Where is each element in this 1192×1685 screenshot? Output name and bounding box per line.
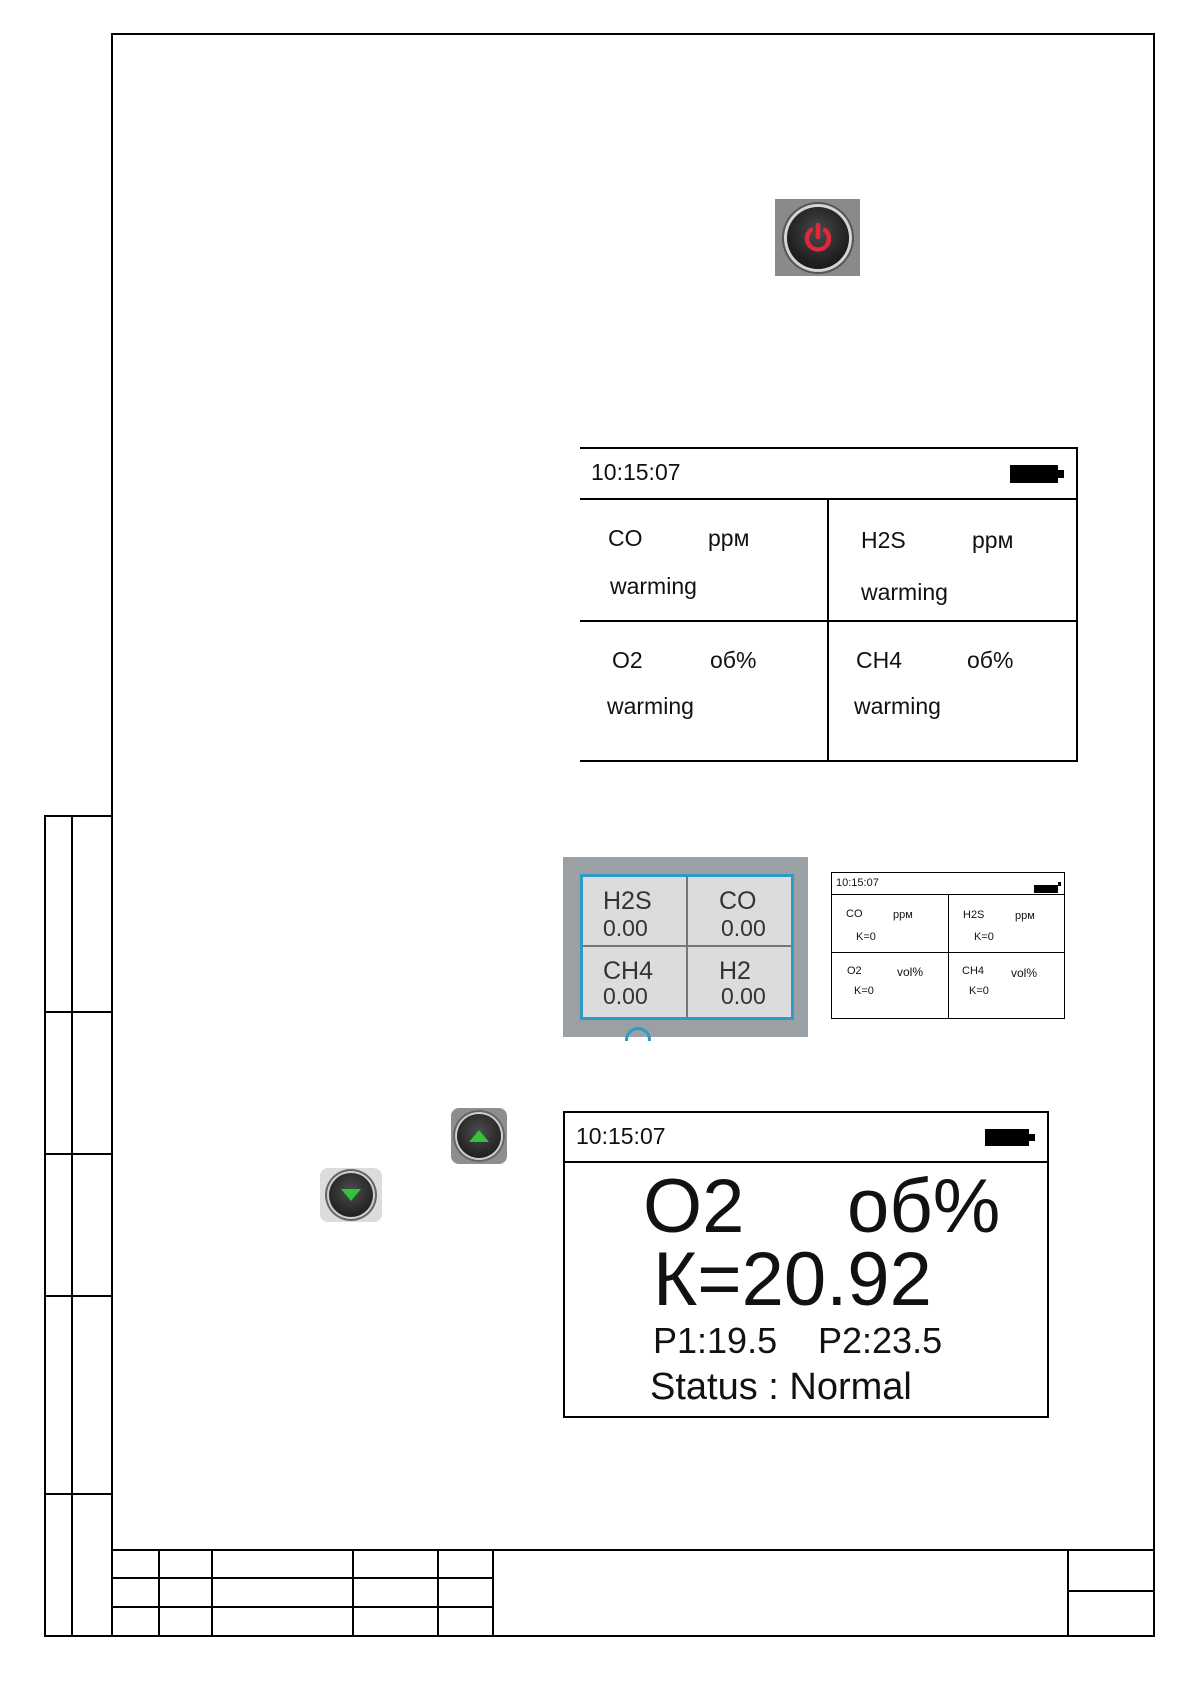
- calibration-k: K=0: [969, 985, 989, 997]
- battery-icon: [985, 1129, 1035, 1151]
- gas-unit: ppм: [972, 527, 1014, 553]
- gas-readings-grid: [580, 874, 794, 1020]
- title-block-line: [158, 1549, 160, 1637]
- gas-readings-panel: [563, 857, 808, 1037]
- gas-name: CH4: [603, 957, 654, 985]
- gas-name: H2S: [603, 887, 652, 915]
- arrow-down-icon: [340, 1188, 362, 1202]
- battery-icon: [1010, 465, 1064, 488]
- clock-time: 10:15:07: [591, 459, 681, 485]
- binding-strip-line: [44, 1153, 113, 1155]
- screen-calibration: [831, 872, 1065, 1019]
- grid-divider: [583, 945, 791, 947]
- binding-strip: [44, 815, 113, 1637]
- gas-name: O2: [847, 965, 862, 977]
- title-block-line: [111, 1606, 492, 1608]
- scroll-indicator: [625, 1027, 651, 1041]
- gas-value: 0.00: [721, 983, 766, 1009]
- arrow-up-icon: [468, 1129, 490, 1143]
- gas-state: warming: [610, 573, 697, 599]
- power-button[interactable]: [775, 199, 860, 276]
- clock-time: 10:15:07: [836, 877, 879, 889]
- gas-name: H2: [719, 957, 751, 985]
- gas-value: 0.00: [603, 983, 648, 1009]
- binding-strip-line: [44, 1295, 113, 1297]
- title-block-line: [1067, 1590, 1155, 1592]
- battery-icon: [1034, 880, 1061, 898]
- gas-name: H2S: [963, 909, 985, 921]
- gas-unit: ppм: [708, 525, 750, 551]
- power-icon: [800, 220, 836, 256]
- screen-detail: [563, 1111, 1049, 1418]
- gas-unit: об%: [710, 647, 757, 673]
- gas-name: O2: [612, 647, 643, 673]
- grid-divider: [827, 500, 829, 762]
- title-block-line: [211, 1549, 213, 1637]
- gas-name: CH4: [856, 647, 903, 673]
- gas-name: CO: [846, 908, 863, 920]
- grid-divider: [948, 895, 949, 1018]
- gas-state: warming: [861, 579, 948, 605]
- threshold-p2: P2:23.5: [818, 1320, 943, 1361]
- title-block-line: [492, 1549, 494, 1637]
- binding-strip-line: [44, 1011, 113, 1013]
- gas-name: H2S: [861, 527, 906, 553]
- clock-time: 10:15:07: [576, 1123, 666, 1149]
- screen-warming: [580, 447, 1078, 762]
- grid-divider: [580, 620, 1076, 622]
- gas-value: 0.00: [603, 915, 648, 941]
- gas-unit: vol%: [1011, 966, 1038, 980]
- title-block-line: [352, 1549, 354, 1637]
- gas-unit: ppм: [1015, 910, 1035, 922]
- down-button[interactable]: [320, 1168, 382, 1222]
- grid-divider: [686, 877, 688, 1017]
- gas-state: warming: [854, 693, 941, 719]
- gas-unit: об%: [967, 647, 1014, 673]
- status-text: Status : Normal: [650, 1366, 912, 1408]
- gas-name: CO: [719, 887, 757, 915]
- gas-name: O2: [643, 1164, 745, 1249]
- threshold-p1: P1:19.5: [653, 1320, 778, 1361]
- title-block-line: [1067, 1549, 1069, 1637]
- up-button[interactable]: [451, 1108, 507, 1164]
- gas-value: 0.00: [721, 915, 766, 941]
- binding-strip-line: [44, 1493, 113, 1495]
- binding-strip-divider: [71, 815, 73, 1637]
- title-block-line: [111, 1577, 492, 1579]
- gas-name: CO: [608, 525, 643, 551]
- grid-divider: [832, 952, 1064, 953]
- calibration-k: K=0: [854, 985, 874, 997]
- calibration-k: K=0: [856, 931, 876, 943]
- title-block-line: [437, 1549, 439, 1637]
- gas-unit: ppм: [893, 909, 913, 921]
- title-block: [111, 1549, 1155, 1637]
- calibration-k: K=0: [974, 931, 994, 943]
- gas-state: warming: [607, 693, 694, 719]
- calibration-k: К=20.92: [653, 1237, 932, 1322]
- gas-name: CH4: [962, 965, 985, 977]
- gas-unit: об%: [847, 1164, 1001, 1249]
- gas-unit: vol%: [897, 965, 924, 979]
